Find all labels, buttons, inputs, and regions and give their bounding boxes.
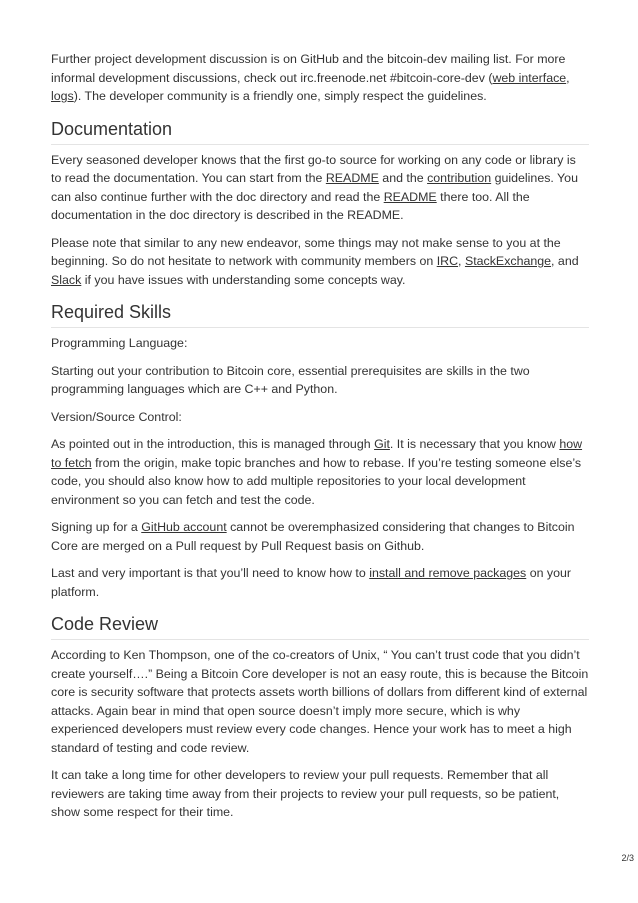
page-number: 2/3: [621, 853, 634, 863]
intro-paragraph: [51, 50, 589, 106]
slack-link[interactable]: Slack: [51, 272, 82, 287]
git-link[interactable]: Git: [374, 437, 390, 451]
text-run: ,: [566, 70, 570, 85]
text-run: cannot be overemphasized considering that changes to Bitcoin Core are merged on a Pull request by Pull Request basis on Github.: [51, 520, 575, 553]
text-run: . It is necessary that you know: [389, 437, 560, 451]
text-run: ,: [458, 254, 465, 268]
text-run: from the origin, make topic branches and how to rebase. If you’re testing someone else’s code, you should also know how to add multiple repositories to your local development environment so you can fetch and test the code.: [51, 455, 582, 507]
programming-language-label: Programming Language:: [51, 336, 188, 350]
irc-link[interactable]: IRC: [436, 254, 459, 268]
text-run: Please note that similar to any new endeavor, some things may not make sense to you at the beginning. So do not hesitate to network with community members on: [51, 235, 561, 268]
how-to-fetch-link[interactable]: how to fetch: [51, 437, 583, 470]
text-run: and the: [378, 171, 428, 185]
version-control-paragraph: [51, 435, 589, 509]
text-run: there too. All the documentation in the doc directory is described in the README.: [51, 189, 530, 222]
github-account-paragraph: [51, 518, 589, 555]
text-run: Signing up for a: [51, 520, 142, 534]
text-run: Every seasoned developer knows that the first go-to source for working on any code or library is to read the documentation. You can start from the: [51, 152, 576, 185]
text-run: As pointed out in the introduction, this is managed through: [51, 437, 375, 451]
contribution-link[interactable]: contribution: [427, 171, 492, 185]
readme-link[interactable]: README: [325, 171, 379, 185]
required-skills-heading: Required Skills: [51, 301, 589, 328]
document-page: [51, 50, 589, 831]
code-review-paragraph-1: According to Ken Thompson, one of the co-creators of Unix, “ You can’t trust code that you didn’t create yourself….” Being a Bitcoin Core developer is not an easy route, this is because the Bitcoin core is security software that protects assets worth billions of dollars from different kind of external attacks. Again bear in mind that open source doesn’t imply more secure, which is why experienced developers must review every code changes. Hence your work has to meet a high standard of testing and code review.: [51, 648, 589, 755]
text-run: ). The developer community is a friendly one, simply respect the guidelines.: [73, 89, 487, 103]
documentation-paragraph-1: [51, 151, 589, 225]
github-account-link[interactable]: GitHub account: [141, 520, 227, 534]
doc-readme-link[interactable]: README: [383, 189, 437, 204]
packages-paragraph: [51, 564, 589, 601]
text-run: guidelines. You can also continue further with the doc directory and read the: [51, 171, 578, 204]
documentation-heading: Documentation: [51, 118, 589, 145]
stackexchange-link[interactable]: StackExchange: [464, 254, 552, 268]
code-review-paragraph-2: It can take a long time for other developers to review your pull requests. Remember that all reviewers are taking time away from their projects to review your pull requests, so be patient, show some respect for their time.: [51, 768, 560, 819]
text-run: on your platform.: [51, 566, 572, 599]
install-packages-link[interactable]: install and remove packages: [369, 566, 527, 580]
text-run: , and: [551, 254, 579, 268]
text-run: Last and very important is that you’ll need to know how to: [51, 566, 370, 580]
programming-language-paragraph: Starting out your contribution to Bitcoin core, essential prerequisites are skills in the two programming languages which are C++ and Python.: [51, 363, 530, 396]
web-interface-link[interactable]: web interface: [492, 70, 567, 85]
text-run: if you have issues with understanding some concepts way.: [81, 272, 406, 287]
documentation-paragraph-2: [51, 234, 589, 290]
code-review-heading: Code Review: [51, 613, 589, 640]
logs-link[interactable]: logs: [51, 89, 74, 103]
version-control-label: Version/Source Control:: [51, 409, 182, 424]
text-run: Further project development discussion is on GitHub and the bitcoin-dev mailing list. For more informal development discussions, check out irc.freenode.net #bitcoin-core-dev (: [51, 52, 566, 85]
